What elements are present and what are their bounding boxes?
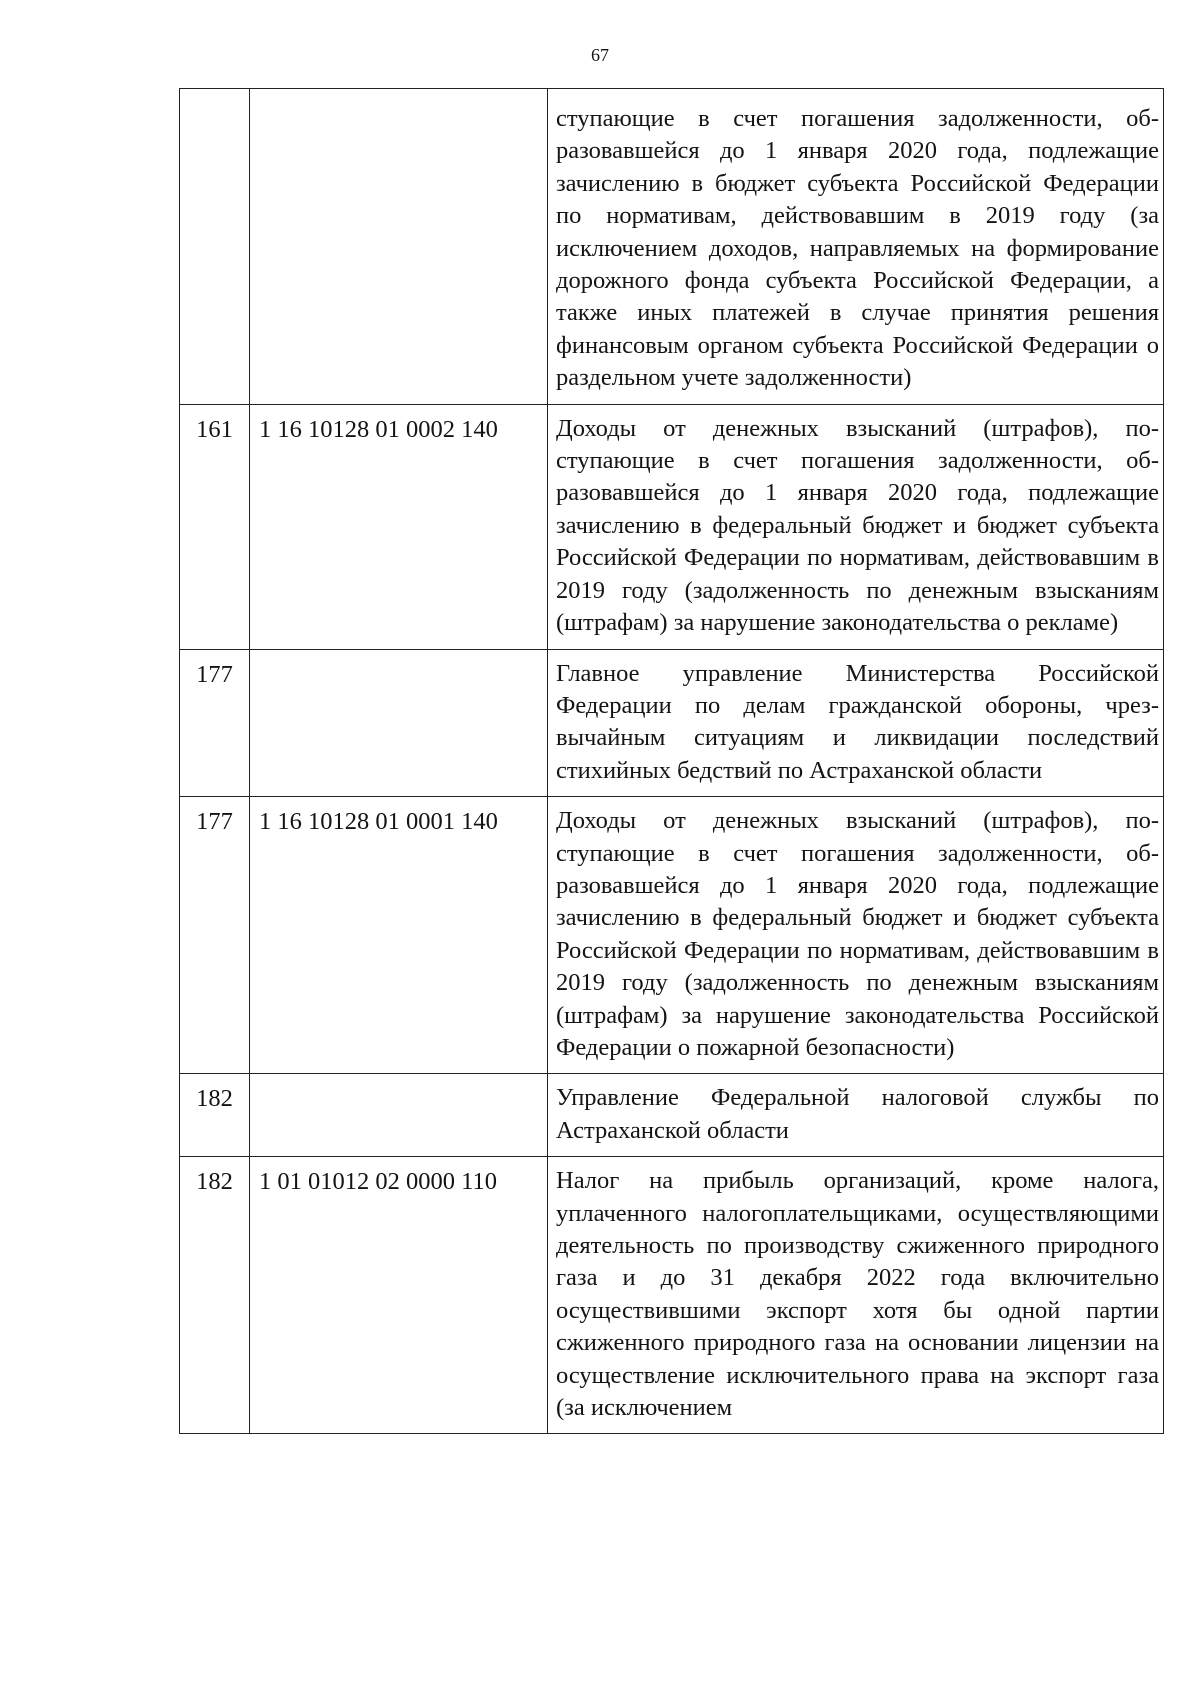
budget-classification-table [179, 88, 1164, 1434]
table-row [180, 1074, 1164, 1157]
description-cell: Управление Федеральной налоговой службы по Астраханской области [548, 1074, 1164, 1157]
budget-code-cell: 1 16 10128 01 0002 140 [250, 404, 548, 649]
admin-code-cell: 161 [180, 404, 250, 649]
description-cell: Доходы от денежных взысканий (штрафов), поступающие в счет погашения задолженности, образовавшейся до 1 января 2020 года, подлежащие зачислению в федеральный бюджет и бюджет субъекта Российской Федерации по нормативам, действовавшим в 2019 году (задолженность по денежным взысканиям (штрафам) за нарушение законодательства о рекламе) [548, 404, 1164, 649]
admin-code-cell: 182 [180, 1157, 250, 1434]
table-row [180, 1157, 1164, 1434]
budget-code-cell [250, 1074, 548, 1157]
admin-code-cell: 177 [180, 797, 250, 1074]
budget-code-cell [250, 649, 548, 797]
budget-code-cell: 1 01 01012 02 0000 110 [250, 1157, 548, 1434]
table-row [180, 404, 1164, 649]
description-cell: Доходы от денежных взысканий (штрафов), поступающие в счет погашения задолженности, образовавшейся до 1 января 2020 года, подлежащие зачислению в федеральный бюджет и бюджет субъекта Российской Федерации по нормативам, действовавшим в 2019 году (задолженность по денежным взысканиям (штрафам) за нарушение законодательства Российской Федерации о пожарной безопасности) [548, 797, 1164, 1074]
admin-code-cell: 177 [180, 649, 250, 797]
budget-code-cell: 1 16 10128 01 0001 140 [250, 797, 548, 1074]
page-number: 67 [591, 45, 609, 65]
admin-code-cell [180, 89, 250, 405]
budget-code-cell [250, 89, 548, 405]
table-row [180, 89, 1164, 405]
description-cell: Налог на прибыль организаций, кроме налога, уплаченного налогоплательщиками, осуществляющими деятельность по производству сжиженного природного газа и до 31 декабря 2022 года включительно осуществившими экспорт хотя бы одной партии сжиженного природного газа на основании лицензии на осуществление исключительного права на экспорт газа (за исключением [548, 1157, 1164, 1434]
admin-code-cell: 182 [180, 1074, 250, 1157]
table-row [180, 649, 1164, 797]
table-row [180, 797, 1164, 1074]
description-cell: Главное управление Министерства Российской Федерации по делам гражданской обороны, чрезвычайным ситуациям и ликвидации последствий стихийных бедствий по Астраханской области [548, 649, 1164, 797]
description-cell: ступающие в счет погашения задолженности, образовавшейся до 1 января 2020 года, подлежащие зачислению в бюджет субъекта Российской Федерации по нормативам, действовавшим в 2019 году (за исключением доходов, направляемых на формирование дорожного фонда субъекта Российской Федерации, а также иных платежей в случае принятия решения финансовым органом субъекта Российской Федерации о раздельном учете задолженности) [548, 89, 1164, 405]
